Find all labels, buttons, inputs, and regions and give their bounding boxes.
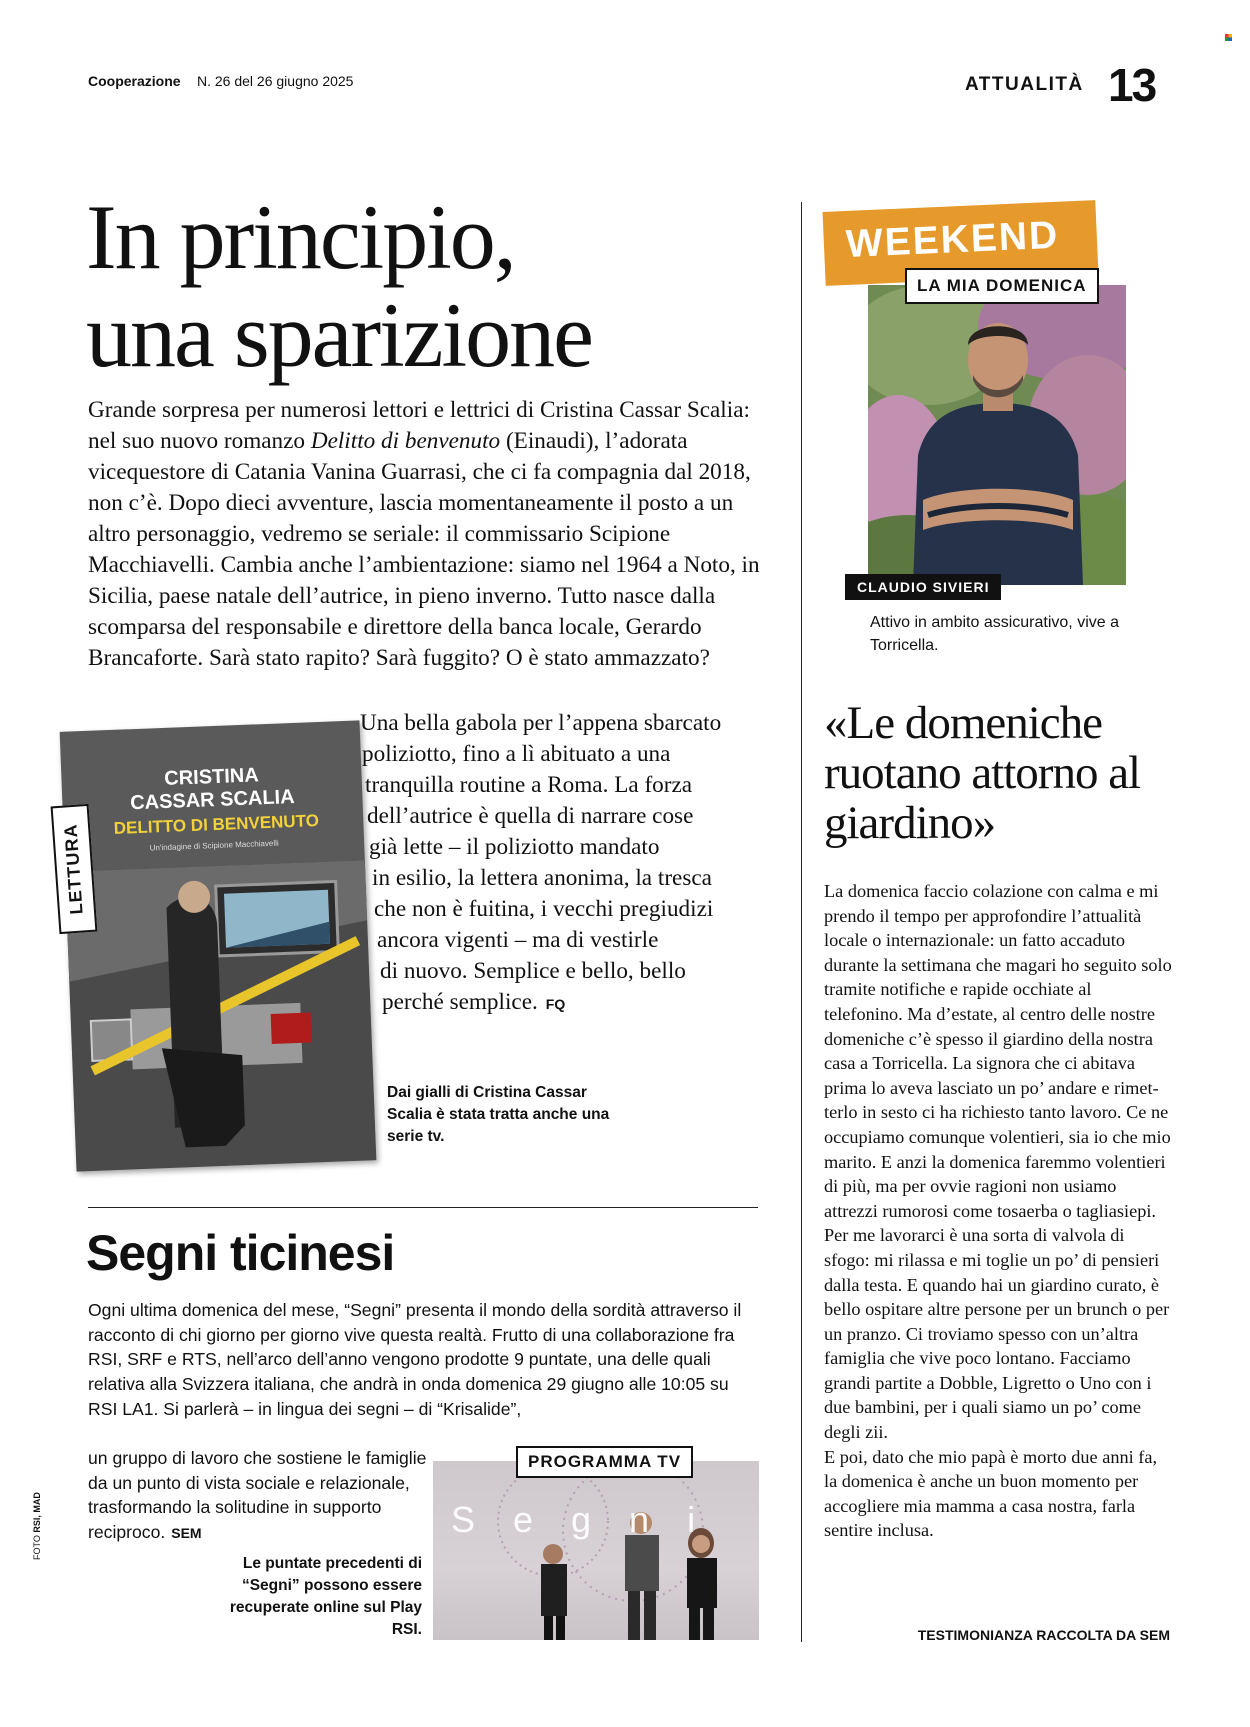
quote-title: «Le domeniche ruotano attorno al giardino» xyxy=(824,697,1141,849)
tv-image-word: Segni xyxy=(451,1499,734,1540)
lettura-tag-label: LETTURA xyxy=(60,822,87,916)
segni-signature: SEM xyxy=(171,1525,202,1542)
programma-tv-badge: PROGRAMMA TV xyxy=(516,1446,693,1478)
article-title xyxy=(86,188,726,384)
segni-caption: Le puntate precedenti di “Segni” possono essere recuperate online sul Play RSI. xyxy=(229,1555,422,1638)
testimony-text xyxy=(824,879,1174,1543)
publication-name: Cooperazione xyxy=(88,73,181,89)
tv-photo-illustration xyxy=(433,1461,759,1640)
la-mia-domenica-badge: LA MIA DOMENICA xyxy=(905,268,1099,304)
article-title-line: una sparizione xyxy=(86,284,592,386)
article-continuation-line: tranquilla routine a Roma. La forza xyxy=(365,772,693,798)
lead-text-part: (Einaudi), l’adorata vicequestore di Catania Vanina Guarrasi, che ci fa compagnia dal 2018, non c’è. Dopo dieci avventure, lascia momentaneamente il posto a un altro personaggio, vedremo se seriale: il commissario Scipione Macchiavelli. Cambia anche l’ambientazione: siamo nel 1964 a Noto, in Sicilia, paese natale dell’autrice, in pieno inverno. Tutto nasce dalla scomparsa del responsabile e direttore della banca locale, Gerardo Brancaforte. Sarà stato rapito? Sarà fuggito? O è stato ammazzato? xyxy=(88,428,760,671)
book-author xyxy=(61,760,363,817)
book-title-italic: Delitto di benvenuto xyxy=(310,428,501,454)
book-subtitle: Un'indagine di Scipione Macchiavelli xyxy=(149,838,279,853)
last-line-text: perché semplice. xyxy=(382,989,538,1015)
testimony-paragraph: La domenica faccio colazione con calma e mi prendo il tempo per approfondire l’attualità locale o internazionale: un fatto accaduto durante la settimana che magari ho seguito solo tramite notifiche e rapide occhiate al telefonino. Ma d’estate, al centro delle nostre domeniche c’è spesso il giardino della nostra casa a Torricella. La signora che ci abitava prima lo aveva lasciato un po’ andare e rimetterlo in sesto ci ha richiesto tanto lavoro. Ce ne occupiamo comunque volentieri, sia io che mio marito. E anzi la domenica faremmo volentieri di più, ma per ovvie ragioni non usiamo attrezzi rumorosi come tosaerba o tagliasiepi. Per me lavorarci è una sorta di valvola di sfogo: mi rilassa e mi toglie un po’ di pensieri dalla testa. E quando hai un giardino curato, è bello ospitare altre persone per un brunch o per un pranzo. Ci troviamo spesso con un’altra famiglia che vive poco lontano. Facciamo grandi partite a Dobble, Ligretto o Uno con i due bambini, per i quali siamo un po’ come degli zii. xyxy=(824,881,1172,1443)
person-name-tag: CLAUDIO SIVIERI xyxy=(845,574,1001,600)
segni-text-part: un gruppo di lavoro che sostiene le famiglie da un punto di vista sociale e relazionale, trasformando la solitudine in supporto reciproco. xyxy=(88,1448,427,1543)
lead-text-part: Grande sorpresa per numerosi lettori e lettrici di Cristina Cassar Scalia: nel suo nuovo romanzo xyxy=(88,397,750,454)
article-continuation-line: già lette – il poliziotto mandato xyxy=(369,834,660,860)
book-cover xyxy=(60,720,377,1171)
color-mark-icon xyxy=(1225,34,1232,41)
photo-credit xyxy=(32,1492,42,1560)
page-number: 13 xyxy=(1108,59,1156,111)
book-author-line: CASSAR SCALIA xyxy=(129,785,295,815)
weekend-tag-label: WEEKEND xyxy=(845,213,1061,266)
portrait-photo xyxy=(868,285,1126,585)
author-signature: FQ xyxy=(545,996,566,1012)
photo-credit-value: RSI, MAD xyxy=(32,1492,42,1533)
segni-tv-photo xyxy=(433,1461,759,1640)
segni-text-narrow xyxy=(88,1446,428,1546)
book-illustration xyxy=(65,860,376,1171)
book-title: DELITTO DI BENVENUTO xyxy=(113,811,320,838)
issue-date: N. 26 del 26 giugno 2025 xyxy=(197,73,354,89)
portrait-illustration xyxy=(868,285,1126,585)
article-continuation-line xyxy=(382,987,565,1020)
photo-credit-label: FOTO xyxy=(32,1535,42,1560)
section-divider xyxy=(88,1207,758,1208)
article-continuation-line: dell’autrice è quella di narrare cose xyxy=(367,803,694,829)
book-author-line: CRISTINA xyxy=(163,764,260,790)
testimony-signature: TESTIMONIANZA RACCOLTA DA SEM xyxy=(917,1627,1170,1643)
article-title-line: In principio, xyxy=(86,186,515,288)
article-continuation-line: che non è fuitina, i vecchi pregiudizi xyxy=(374,896,714,922)
article-continuation-line: ancora vigenti – ma di vestirle xyxy=(377,927,659,953)
article-continuation-line: in esilio, la lettera anonima, la tresca xyxy=(372,865,712,891)
article-continuation-line: Una bella gabola per l’appena sbarcato xyxy=(360,710,722,736)
article-lead xyxy=(88,395,768,674)
segni-text: Ogni ultima domenica del mese, “Segni” presenta il mondo della sordità attraverso il racconto di chi giorno per giorno vive questa realtà. Frutto di una collaborazione fra RSI, SRF e RTS, nell’arco dell’anno vengono prodotte 9 puntate, una delle quali relativa alla Svizzera italiana, che andrà in onda domenica 29 giugno alle 10:05 su RSI LA1. Si parlerà – in lingua dei segni – di “Krisalide”, xyxy=(88,1300,742,1419)
article-continuation-line: poliziotto, fino a lì abituato a una xyxy=(362,741,671,767)
book-caption: Dai gialli di Cristina Cassar Scalia è stata tratta anche una serie tv. xyxy=(387,1084,610,1145)
testimony-paragraph: E poi, dato che mio papà è morto due anni fa, la domenica è anche un buon momento per accogliere mia mamma a casa nostra, farla sentire inclusa. xyxy=(824,1446,1158,1541)
portrait-caption: Attivo in ambito assicurativo, vive a Torricella. xyxy=(870,614,1119,654)
column-divider xyxy=(801,202,802,1642)
segni-title: Segni ticinesi xyxy=(86,1225,395,1281)
section-label: ATTUALITÀ xyxy=(965,74,1084,95)
article-continuation-line: di nuovo. Semplice e bello, bello xyxy=(380,958,686,984)
